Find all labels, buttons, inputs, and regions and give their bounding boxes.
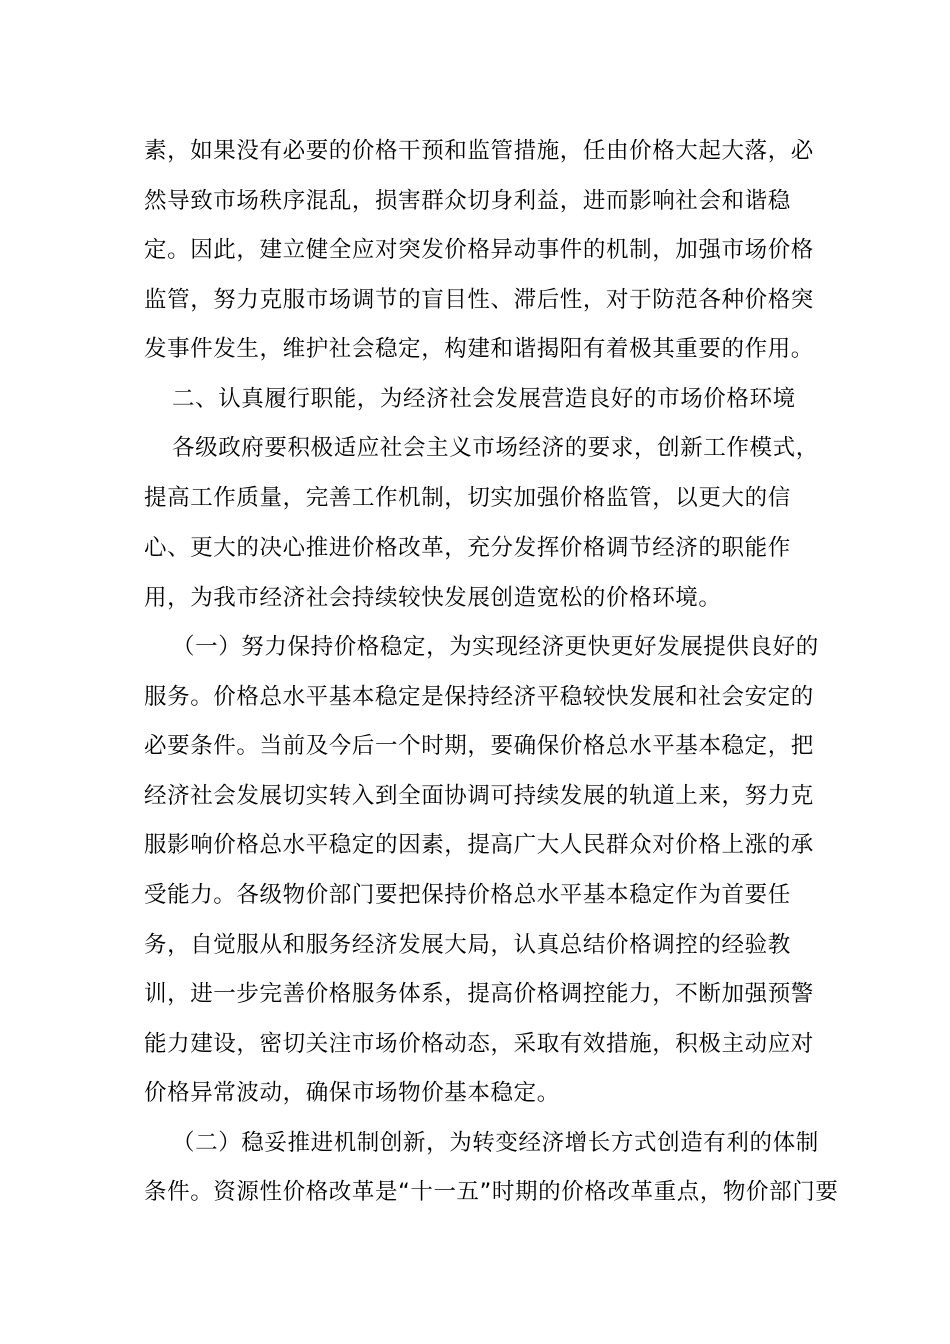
- text-line: 服影响价格总水平稳定的因素，提高广大人民群众对价格上涨的承: [144, 832, 814, 858]
- text-line: 训，进一步完善价格服务体系，提高价格调控能力，不断加强预警: [144, 981, 814, 1007]
- text-line: 用，为我市经济社会持续较快发展创造宽松的价格环境。: [144, 585, 722, 611]
- text-line: 提高工作质量，完善工作机制，切实加强价格监管，以更大的信: [144, 485, 791, 511]
- text-line: 监管，努力克服市场调节的盲目性、滞后性，对于防范各种价格突: [144, 287, 814, 313]
- text-line: 必要条件。当前及今后一个时期，要确保价格总水平基本稳定，把: [144, 733, 814, 759]
- text-line: 素，如果没有必要的价格干预和监管措施，任由价格大起大落，必: [144, 138, 814, 164]
- text-line: 发事件发生，维护社会稳定，构建和谐揭阳有着极其重要的作用。: [144, 336, 814, 362]
- text-line: 价格异常波动，确保市场物价基本稳定。: [144, 1080, 560, 1106]
- text-line: 然导致市场秩序混乱，损害群众切身利益，进而影响社会和谐稳: [144, 188, 791, 214]
- text-line: 心、更大的决心推进价格改革，充分发挥价格调节经济的职能作: [144, 535, 791, 561]
- text-line: 定。因此，建立健全应对突发价格异动事件的机制，加强市场价格: [144, 237, 814, 263]
- text-line: 各级政府要积极适应社会主义市场经济的要求，创新工作模式，: [172, 435, 819, 461]
- text-line: （二）稳妥推进机制创新，为转变经济增长方式创造有利的体制: [172, 1130, 819, 1156]
- text-line: 受能力。各级物价部门要把保持价格总水平基本稳定作为首要任: [144, 882, 791, 908]
- text-line: 经济社会发展切实转入到全面协调可持续发展的轨道上来，努力克: [144, 783, 814, 809]
- text-line: 务，自觉服从和服务经济发展大局，认真总结价格调控的经验教: [144, 932, 791, 958]
- text-line: 能力建设，密切关注市场价格动态，采取有效措施，积极主动应对: [144, 1031, 814, 1057]
- text-line: 服务。价格总水平基本稳定是保持经济平稳较快发展和社会安定的: [144, 684, 814, 710]
- text-line: 条件。资源性价格改革是“十一五”时期的价格改革重点，物价部门要: [144, 1179, 839, 1205]
- text-line: （一）努力保持价格稳定，为实现经济更快更好发展提供良好的: [172, 634, 819, 660]
- section-heading: 二、认真履行职能，为经济社会发展营造良好的市场价格环境: [172, 386, 796, 412]
